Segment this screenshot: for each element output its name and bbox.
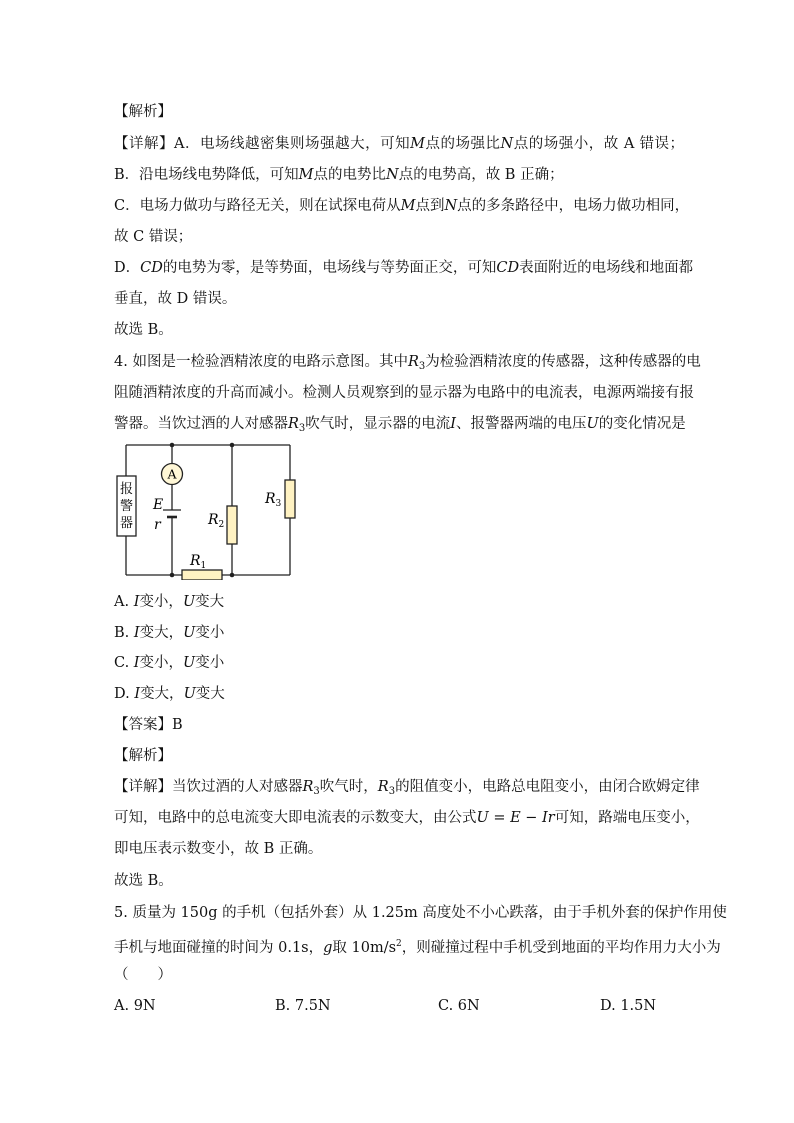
text: 可知，路端电压变小， (554, 810, 700, 826)
junction-dot (170, 443, 175, 448)
alarm-char: 报 (119, 482, 134, 497)
text: 点的多条路径中，电场力做功相同， (457, 198, 690, 214)
junction-dot (230, 443, 235, 448)
text: C．电场力做功与路径无关，则在试探电荷从 (114, 198, 401, 214)
q4-detail-line-3: 即电压表示数变小，故 B 正确。 (114, 841, 323, 857)
q5-option-d[interactable]: D. 1.5N (600, 998, 657, 1014)
q4-detail-line-2 (114, 808, 700, 828)
var-n: N (500, 136, 514, 152)
text: 为检验酒精浓度的传感器，这种传感器的电 (425, 354, 701, 370)
text: C. (114, 655, 134, 671)
q4-option-c[interactable] (114, 653, 684, 673)
q4-stem-line-3 (114, 414, 684, 439)
text: 点的场强小，故 A 错误； (513, 136, 684, 152)
text: 变小 (195, 625, 225, 641)
subscript: 3 (298, 423, 306, 434)
text: 变大 (195, 686, 225, 702)
var-m: M (410, 136, 425, 152)
text: D． (114, 260, 141, 276)
var-i: I (450, 416, 457, 432)
conclusion: 故选 B。 (114, 322, 173, 338)
text: 取 10m/s (332, 940, 397, 956)
var-r: R (288, 416, 299, 432)
var-i: I (133, 625, 140, 641)
alarm-char: 警 (119, 499, 134, 514)
r1-r: R (190, 553, 201, 569)
text: 变大 (195, 594, 225, 610)
text: 变小 (195, 655, 225, 671)
r3-r: R (265, 491, 276, 507)
text: A. (114, 594, 134, 610)
text: 的电势为零，是等势面，电场线与等势面正交，可知 (162, 260, 497, 276)
var-u: U (183, 686, 196, 702)
q4-conclusion: 故选 B。 (114, 873, 173, 889)
var-u: U (586, 416, 599, 432)
var-n: N (386, 167, 399, 183)
r2-label (207, 512, 224, 530)
text: 变小， (139, 594, 183, 610)
text: 可知，电路中的总电流变大即电流表的示数变大，由公式 (114, 810, 477, 826)
r2-sub: 2 (218, 520, 225, 530)
r2-r: R (208, 512, 219, 528)
text: B．沿电场线电势降低，可知 (114, 167, 299, 183)
var-cd: CD (496, 260, 520, 276)
detail-line-1 (114, 134, 684, 154)
var-m: M (298, 167, 314, 183)
q5-blank: （ ） (114, 967, 172, 983)
detail-line-5 (114, 258, 694, 278)
ammeter-label: A (167, 466, 177, 482)
q5-option-a[interactable]: A. 9N (114, 998, 156, 1014)
var-g: g (323, 940, 333, 956)
var-i: I (134, 686, 141, 702)
text: 变小， (139, 655, 184, 671)
circuit-diagram (110, 440, 300, 580)
text: 【详解】A．电场线越密集则场强越大，可知 (114, 136, 411, 152)
text: 点到 (415, 198, 445, 214)
text: 点的电势高，故 B 正确； (398, 167, 564, 183)
q5-option-b[interactable]: B. 7.5N (275, 998, 331, 1014)
q4-option-a[interactable] (114, 592, 684, 612)
text: 、报警器两端的电压 (456, 416, 587, 432)
q4-option-d[interactable] (114, 684, 684, 704)
text: D. (114, 686, 135, 702)
text: 变大， (140, 686, 184, 702)
text: 【详解】当饮过酒的人对感器 (114, 779, 303, 795)
q4-stem-line-1 (114, 352, 701, 377)
q4-answer: 【答案】B (114, 717, 183, 733)
text: 表面附近的电场线和地面都 (519, 260, 694, 276)
internal-r-label: r (154, 517, 161, 533)
subscript: 3 (418, 361, 426, 372)
resistor-r2 (227, 506, 237, 544)
text: 4. 如图是一检验酒精浓度的电路示意图。其中 (114, 354, 408, 370)
text: 手机与地面碰撞的时间为 0.1s， (114, 940, 324, 956)
var-r: R (407, 354, 419, 370)
detail-line-2 (114, 165, 684, 185)
var-i: I (133, 594, 140, 610)
resistor-r1 (182, 570, 222, 580)
var-i: I (133, 655, 140, 671)
q4-detail-line-1 (114, 777, 700, 802)
text: 吹气时，显示器的电流 (305, 416, 451, 432)
subscript: 3 (313, 786, 320, 797)
var-u: U (182, 594, 196, 610)
text: 点的电势比 (313, 167, 387, 183)
r1-sub: 1 (200, 561, 207, 571)
q5-option-c[interactable]: C. 6N (438, 998, 480, 1014)
detail-line-6: 垂直，故 D 错误。 (114, 291, 237, 307)
text: 的阻值变小，电路总电阻变小，由闭合欧姆定律 (395, 779, 700, 795)
alarm-char: 器 (119, 516, 134, 531)
text: 吹气时， (319, 779, 378, 795)
superscript: 2 (396, 939, 402, 949)
q4-analysis-heading: 【解析】 (114, 748, 172, 764)
text: 警器。当饮过酒的人对感器 (114, 416, 288, 432)
r3-label (264, 491, 282, 509)
detail-line-4: 故 C 错误； (114, 229, 193, 245)
detail-line-3 (114, 196, 690, 216)
var-u: U (183, 655, 196, 671)
formula: U = E − Ir (476, 810, 555, 826)
q5-stem-line-1: 5. 质量为 150g 的手机（包括外套）从 1.25m 高度处不小心跌落，由于手机外套的保护作用使 (114, 905, 727, 921)
subscript: 3 (388, 786, 396, 797)
var-m: M (400, 198, 416, 214)
r1-label (189, 553, 206, 571)
var-r: R (302, 779, 314, 795)
junction-dot (170, 573, 175, 578)
text: 的变化情况是 (598, 416, 686, 432)
resistor-r3 (285, 480, 295, 518)
text: B. (114, 625, 134, 641)
analysis-heading: 【解析】 (114, 104, 172, 120)
emf-label: E (153, 497, 164, 513)
var-n: N (444, 198, 458, 214)
r3-sub: 3 (275, 499, 282, 509)
junction-dot (230, 573, 235, 578)
var-u: U (183, 625, 196, 641)
q5-stem-line-2 (114, 934, 721, 958)
var-cd: CD (140, 260, 163, 276)
q4-option-b[interactable] (114, 623, 684, 643)
text: 点的场强比 (424, 136, 501, 152)
text: ，则碰撞过程中手机受到地面的平均作用力大小为 (401, 940, 721, 956)
q4-stem-line-2: 阻随酒精浓度的升高而减小。检测人员观察到的显示器为电路中的电流表，电源两端接有报 (114, 385, 694, 401)
var-r: R (377, 779, 389, 795)
text: 变大， (139, 625, 184, 641)
